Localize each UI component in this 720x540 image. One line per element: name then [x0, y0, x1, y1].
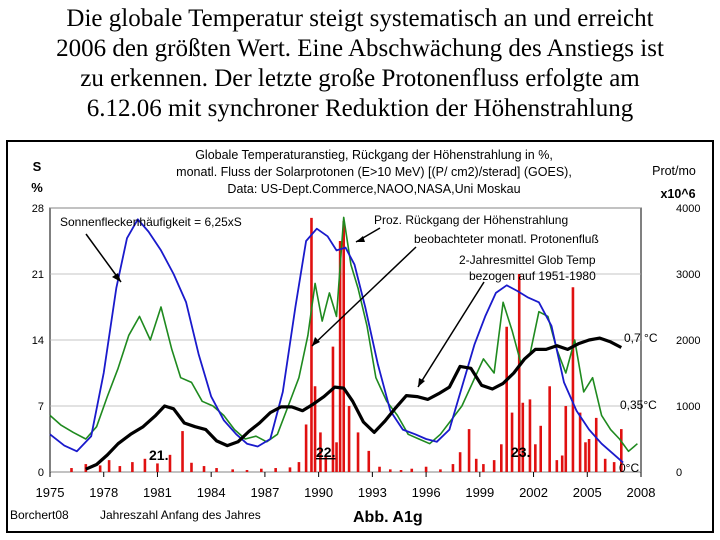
right-axis-label-prot: Prot/mo: [652, 164, 696, 178]
temp-label-035: 0,35°C: [620, 398, 657, 412]
annotation-proton-flux: beobachteter monatl. Protonenfluß: [414, 232, 599, 246]
x-tick-label: 1993: [357, 485, 387, 500]
x-tick-label: 2005: [572, 485, 602, 500]
page-heading: [0, 4, 720, 124]
chart-title-line-3: Data: US-Dept.Commerce,NAOO,NASA,Uni Moskau: [227, 182, 521, 196]
y-left-tick-label: 14: [31, 335, 44, 347]
annotation-temp-line-2: bezogen auf 1951-1980: [469, 269, 596, 283]
chart-frame: [6, 140, 714, 533]
y-right-tick-label: 2000: [676, 335, 701, 347]
y-left-tick-label: 0: [37, 467, 44, 479]
annotation-cosmic-ray: Proz. Rückgang der Höhenstrahlung: [374, 213, 569, 227]
x-tick-label: 2002: [519, 485, 549, 500]
heading-line-4: 6.12.06 mit synchroner Reduktion der Höhenstrahlung: [86, 95, 634, 122]
figure-caption: Abb. A1g: [353, 509, 423, 526]
x-tick-label: 1984: [196, 485, 226, 500]
y-right-tick-label: 3000: [676, 269, 701, 281]
y-right-tick-label: 1000: [676, 401, 701, 413]
chart-title-line-1: Globale Temperaturanstieg, Rückgang der Höhenstrahlung in %,: [195, 148, 553, 162]
x-tick-label: 1990: [304, 485, 334, 500]
chart-svg: [8, 142, 712, 531]
heading-line-2: 2006 den größten Wert. Eine Abschwächung des Anstiegs ist: [56, 35, 664, 62]
x-tick-label: 1978: [89, 485, 119, 500]
cycle-label-23: 23.: [511, 444, 531, 460]
heading-line-3: zu erkennen. Der letzte große Protonenfluss erfolgte am: [80, 65, 640, 92]
cycle-label-22: 22.: [316, 444, 336, 460]
left-axis-label-s: S: [32, 159, 42, 174]
x-tick-label: 1996: [411, 485, 441, 500]
x-axis-label: Jahreszahl Anfang des Jahres: [100, 508, 261, 522]
y-left-tick-label: 28: [31, 203, 44, 215]
y-left-tick-label: 7: [37, 401, 44, 413]
temp-label-07: 0,7 °C: [624, 331, 658, 345]
credit-label: Borchert08: [10, 508, 69, 522]
annotation-temp-line-1: 2-Jahresmittel Glob Temp: [459, 253, 596, 267]
x-tick-label: 1981: [142, 485, 172, 500]
chart-title-line-2: monatl. Fluss der Solarprotonen (E>10 MeV) [(P/ cm2)/sterad] (GOES),: [176, 165, 572, 179]
right-axis-label-scale: x10^6: [660, 187, 696, 201]
x-tick-label: 1975: [35, 485, 65, 500]
x-tick-label: 1987: [250, 485, 280, 500]
heading-line-1: Die globale Temperatur steigt systematisch an und erreicht: [66, 5, 654, 32]
y-right-tick-label: 0: [676, 467, 683, 479]
y-left-tick-label: 21: [31, 269, 44, 281]
left-axis-label-percent: %: [31, 180, 43, 195]
annotation-sunspots: Sonnenfleckenhäufigkeit = 6,25xS: [60, 215, 242, 229]
temp-label-0: 0°C: [619, 461, 640, 475]
cycle-label-21: 21.: [149, 447, 169, 463]
y-right-tick-label: 4000: [676, 203, 701, 215]
x-tick-label: 1999: [465, 485, 495, 500]
x-tick-label: 2008: [626, 485, 656, 500]
